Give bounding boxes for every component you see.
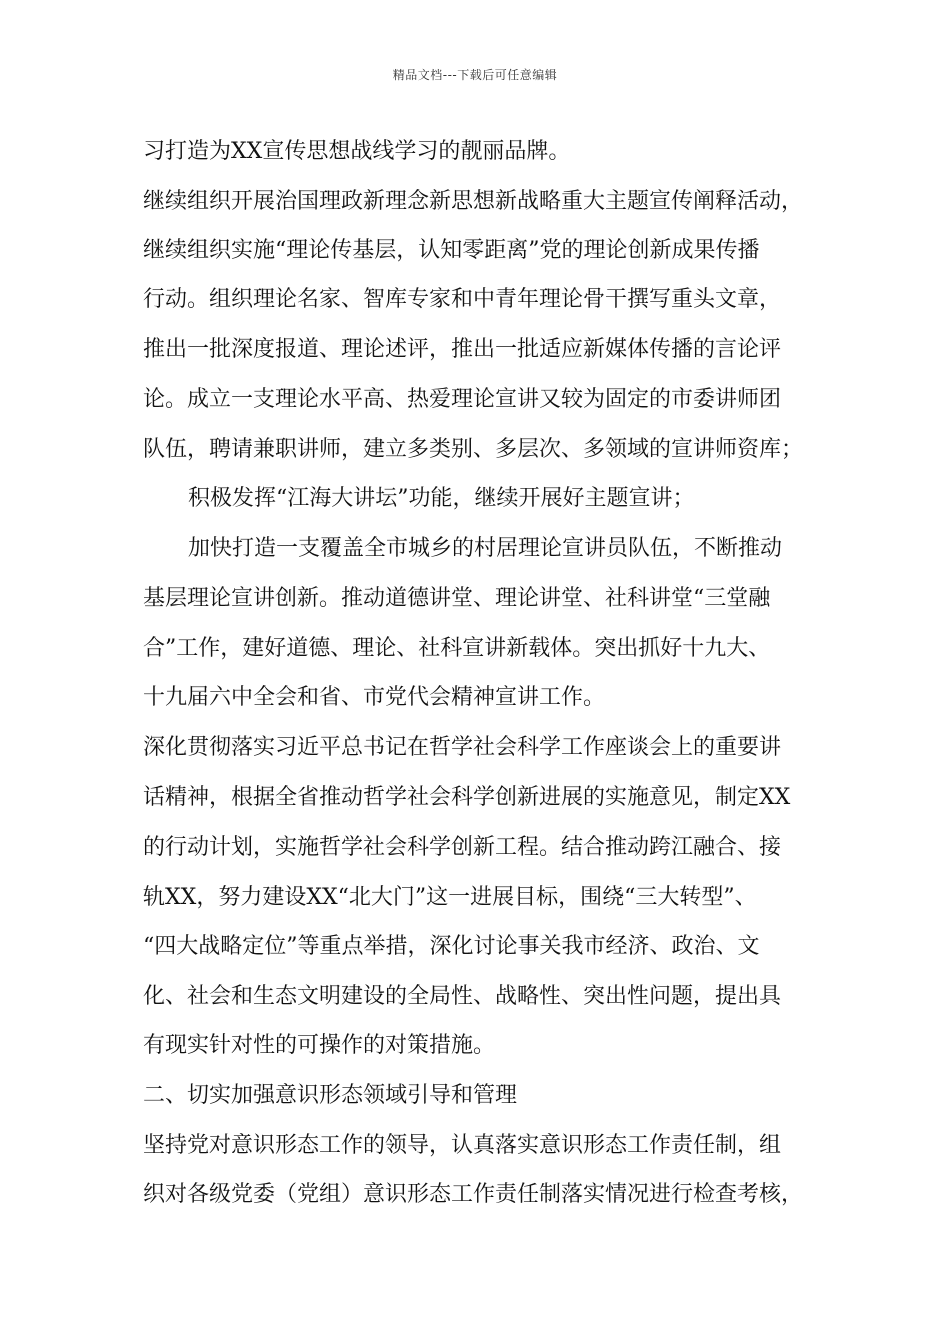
body-line: 继续组织开展治国理政新理念新思想新战略重大主题宣传阐释活动， — [143, 189, 804, 214]
body-line: 织对各级党委（党组）意识形态工作责任制落实情况进行检查考核， — [143, 1182, 804, 1207]
body-line: 队伍，聘请兼职讲师，建立多类别、多层次、多领域的宣讲师资库； — [143, 437, 804, 462]
body-line: 深化贯彻落实习近平总书记在哲学社会科学工作座谈会上的重要讲 — [143, 735, 782, 760]
body-line: 坚持党对意识形态工作的领导，认真落实意识形态工作责任制，组 — [143, 1133, 782, 1158]
body-line: 的行动计划，实施哲学社会科学创新工程。结合推动跨江融合、接 — [143, 835, 782, 860]
body-line: 继续组织实施“理论传基层，认知零距离”党的理论创新成果传播 — [143, 238, 760, 263]
body-line: 化、社会和生态文明建设的全局性、战略性、突出性问题，提出具 — [143, 984, 782, 1009]
body-line: 论。成立一支理论水平高、热爱理论宣讲又较为固定的市委讲师团 — [143, 387, 782, 412]
body-line: 推出一批深度报道、理论述评，推出一批适应新媒体传播的言论评 — [143, 337, 782, 362]
body-line: 积极发挥“江海大讲坛”功能，继续开展好主题宣讲； — [188, 486, 695, 511]
page-header: 精品文档---下载后可任意编辑 — [392, 68, 558, 82]
body-line: 合”工作，建好道德、理论、社科宣讲新载体。突出抓好十九大、 — [143, 636, 771, 661]
body-line: 加快打造一支覆盖全市城乡的村居理论宣讲员队伍，不断推动 — [188, 536, 783, 561]
section-heading: 二、切实加强意识形态领域引导和管理 — [143, 1083, 518, 1108]
body-line: 习打造为XX宣传思想战线学习的靓丽品牌。 — [143, 139, 571, 164]
body-line: 行动。组织理论名家、智库专家和中青年理论骨干撰写重头文章， — [143, 287, 782, 312]
body-line: “四大战略定位”等重点举措，深化讨论事关我市经济、政治、文 — [143, 934, 760, 959]
body-line: 有现实针对性的可操作的对策措施。 — [143, 1033, 496, 1058]
body-line: 话精神，根据全省推动哲学社会科学创新进展的实施意见，制定XX — [143, 785, 791, 810]
body-line: 十九届六中全会和省、市党代会精神宣讲工作。 — [143, 685, 606, 710]
body-line: 基层理论宣讲创新。推动道德讲堂、理论讲堂、社科讲堂“三堂融 — [143, 586, 771, 611]
body-line: 轨XX，努力建设XX“北大门”这一进展目标，围绕“三大转型”、 — [143, 885, 757, 910]
